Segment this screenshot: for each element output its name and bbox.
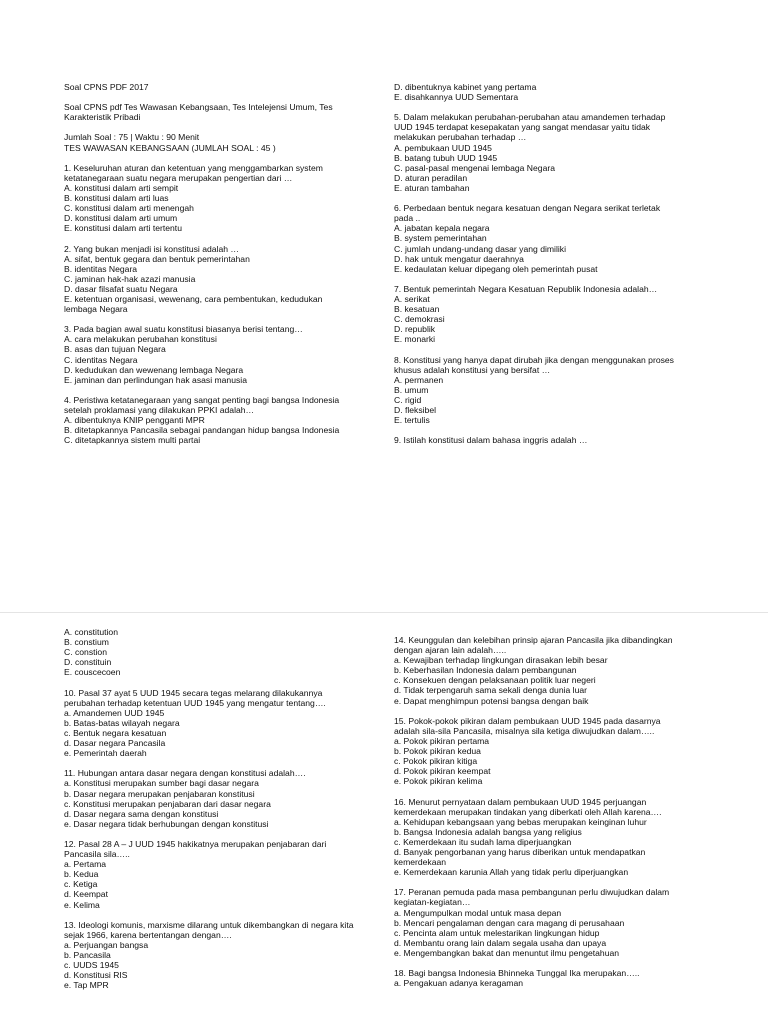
question-block	[64, 163, 376, 234]
answer-option: a. Pokok pikiran pertama	[394, 735, 490, 746]
answer-option: D. kedudukan dan wewenang lembaga Negara	[64, 364, 244, 375]
question-text: 1. Keseluruhan aturan dan ketentuan yang menggambarkan system ketatanegaraan suatu negara merupakan pengertian dari …	[64, 162, 323, 183]
question-block	[64, 244, 376, 315]
question-text: 3. Pada bagian awal suatu konstitusi biasanya berisi tentang…	[64, 324, 303, 335]
answer-option: A. serikat	[394, 293, 430, 304]
answer-option: e. Mengembangkan bakat dan menuntut ilmu pengetahuan	[394, 947, 620, 958]
answer-option: A. jabatan kepala negara	[394, 223, 490, 234]
answer-option: b. Dasar negara merupakan penjabaran konstitusi	[64, 788, 255, 799]
answer-option: D. fleksibel	[394, 405, 437, 415]
question-list	[394, 112, 710, 445]
answer-option: B. konstitusi dalam arti luas	[64, 193, 169, 204]
answer-option: C. identitas Negara	[64, 354, 138, 365]
question-block	[394, 355, 710, 426]
answer-option: d. Dasar negara sama dengan konstitusi	[64, 808, 219, 819]
answer-option: b. Mencari pengalaman dengan cara magang di perusahaan	[394, 917, 625, 928]
page2-left-column	[64, 627, 376, 1000]
answer-option: A. permanen	[394, 374, 444, 385]
question-block	[64, 324, 376, 385]
answer-option: c. Konsekuen dengan pelaksanaan politik luar negeri	[394, 675, 596, 686]
page1-left-column	[64, 82, 376, 455]
question-list	[394, 635, 710, 988]
question-block	[64, 768, 376, 829]
answer-option: b. Batas-batas wilayah negara	[64, 717, 180, 728]
answer-option: E. monarki	[394, 334, 436, 345]
question-text: 17. Peranan pemuda pada masa pembangunan perlu diwujudkan dalam kegiatan-kegiatan…	[394, 887, 670, 908]
question-list	[64, 688, 376, 991]
answer-option: D. aturan peradilan	[394, 172, 468, 183]
answer-option: d. Keempat	[64, 889, 108, 900]
answer-option: A. konstitusi dalam arti sempit	[64, 182, 179, 193]
document-subtitle	[64, 102, 376, 122]
answer-option: b. Bangsa Indonesia adalah bangsa yang religius	[394, 826, 582, 837]
answer-option: c. UUDS 1945	[64, 960, 119, 971]
question-text: 18. Bagi bangsa Indonesia Bhinneka Tunggal Ika merupakan…..	[394, 968, 640, 979]
answer-option: A. sifat, bentuk gegara dan bentuk pemerintahan	[64, 253, 250, 264]
answer-option: a. Konstitusi merupakan sumber bagi dasar negara	[64, 778, 259, 789]
question-text: 8. Konstitusi yang hanya dapat dirubah jika dengan menggunakan proses khusus adalah konstitusi yang bersifat …	[394, 354, 674, 375]
answer-option: C. rigid	[394, 394, 422, 405]
question-text: 7. Bentuk pemerintah Negara Kesatuan Republik Indonesia adalah…	[394, 283, 658, 294]
answer-option: c. Bentuk negara kesatuan	[64, 727, 167, 738]
page2-right-column	[394, 635, 710, 998]
answer-option: d. Banyak pengorbanan yang harus diberikan untuk mendapatkan kemerdekaan	[394, 846, 646, 868]
document-header	[64, 82, 376, 92]
answer-option: C. konstitusi dalam arti menengah	[64, 203, 194, 214]
question-text: 16. Menurut pernyataan dalam pembukaan UUD 1945 perjuangan kemerdekaan merupakan tindakan yang diberkati oleh Allah karena….	[394, 796, 662, 817]
answer-option: A. pembukaan UUD 1945	[394, 142, 492, 153]
question-block	[64, 688, 376, 759]
answer-option: B. identitas Negara	[64, 263, 138, 274]
answer-option: B. system pemerintahan	[394, 233, 487, 244]
question-text: 15. Pokok-pokok pikiran dalam pembukaan UUD 1945 pada dasarnya adalah sila-sila Pancasila, misalnya sila ketiga diwujudkan dalam…..	[394, 715, 661, 736]
answer-option: E. tertulis	[394, 415, 430, 426]
section-heading: TES WAWASAN KEBANGSAAN (JUMLAH SOAL : 45 )	[64, 142, 276, 153]
answer-option: a. Perjuangan bangsa	[64, 939, 149, 950]
question-block	[394, 797, 710, 878]
answer-option: B. batang tubuh UUD 1945	[394, 152, 498, 163]
test-meta: Jumlah Soal : 75 | Waktu : 90 Menit	[64, 132, 200, 143]
question-text: 12. Pasal 28 A – J UUD 1945 hakikatnya merupakan penjabaran dari Pancasila sila…..	[64, 838, 327, 860]
question-block	[64, 839, 376, 910]
page1-right-column	[394, 82, 710, 455]
question-text: 11. Hubungan antara dasar negara dengan konstitusi adalah….	[64, 768, 306, 779]
answer-option: E. jaminan dan perlindungan hak asasi manusia	[64, 374, 247, 385]
answer-option: b. Pokok pikiran kedua	[394, 746, 481, 757]
answer-option: c. Pencinta alam untuk melestarikan lingkungan hidup	[394, 927, 600, 938]
answer-option: D. constituin	[64, 657, 112, 668]
subtitle-line: Karakteristik Pribadi	[64, 112, 141, 123]
answer-option: a. Kewajiban terhadap lingkungan dirasakan lebih besar	[394, 655, 608, 666]
answer-option: E. konstitusi dalam arti tertentu	[64, 223, 182, 234]
question-text: 13. Ideologi komunis, marxisme dilarang untuk dikembangkan di negara kita sejak 1966, karena bertentangan dengan….	[64, 919, 354, 940]
answer-option: d. Membantu orang lain dalam segala usaha dan upaya	[394, 937, 607, 948]
answer-option: A. dibentuknya KNIP pengganti MPR	[64, 415, 205, 426]
answer-option: B. kesatuan	[394, 304, 440, 315]
answer-option: e. Pemerintah daerah	[64, 748, 147, 759]
question-block	[394, 716, 710, 787]
answer-option: C. demokrasi	[394, 314, 445, 325]
answer-option: a. Mengumpulkan modal untuk masa depan	[394, 907, 562, 918]
answer-option: D. konstitusi dalam arti umum	[64, 213, 178, 224]
question-block	[394, 112, 710, 193]
question-block	[394, 887, 710, 958]
question-text: 10. Pasal 37 ayat 5 UUD 1945 secara tegas melarang dilakukannya perubahan terhadap ketentuan UUD 1945 yang mengatur tentang….	[64, 687, 326, 708]
answer-option: E. couscecoen	[64, 667, 121, 678]
question-block	[394, 635, 710, 706]
answer-option: C. jaminan hak-hak azazi manusia	[64, 273, 196, 284]
question-continuation	[394, 82, 710, 102]
answer-option: C. constion	[64, 647, 107, 658]
answer-option: d. Dasar negara Pancasila	[64, 738, 166, 749]
answer-option: b. Keberhasilan Indonesia dalam pembangunan	[394, 665, 577, 676]
answer-option: B. constium	[64, 637, 109, 648]
question-block	[394, 284, 710, 345]
answer-option: d. Tidak terpengaruh sama sekali denga dunia luar	[394, 685, 588, 696]
answer-option: B. umum	[394, 384, 429, 395]
answer-option: C. jumlah undang-undang dasar yang dimiliki	[394, 243, 566, 254]
question-text: 6. Perbedaan bentuk negara kesatuan dengan Negara serikat terletak pada ..	[394, 203, 661, 224]
question-block	[394, 968, 710, 988]
answer-option: D. republik	[394, 324, 436, 335]
answer-option: E. ketentuan organisasi, wewenang, cara pembentukan, kedudukan lembaga Negara	[64, 293, 323, 315]
answer-option: c. Kemerdekaan itu sudah lama diperjuangkan	[394, 836, 572, 847]
answer-option: a. Kehidupan kebangsaan yang bebas merupakan keinginan luhur	[394, 816, 647, 827]
question-text: 5. Dalam melakukan perubahan-perubahan atau amandemen terhadap UUD 1945 terdapat kesepakatan yang sangat mendasar yaitu tidak melakukan perubahan terhadap …	[394, 112, 666, 143]
answer-option: d. Konstitusi RIS	[64, 970, 128, 981]
question-text: 14. Keunggulan dan kelebihan prinsip ajaran Pancasila jika dibandingkan dengan ajaran lain adalah…..	[394, 635, 673, 656]
question-text: 4. Peristiwa ketatanegaraan yang sangat penting bagi bangsa Indonesia setelah proklamasi yang dilakukan PPKI adalah…	[64, 394, 340, 415]
question-list	[64, 163, 376, 446]
answer-option: C. pasal-pasal mengenai lembaga Negara	[394, 162, 555, 173]
answer-option: d. Pokok pikiran keempat	[394, 766, 491, 777]
answer-option: c. Pokok pikiran kitiga	[394, 756, 478, 767]
answer-option: a. Pertama	[64, 859, 107, 870]
answer-option: D. dibentuknya kabinet yang pertama	[394, 82, 537, 92]
document-title: Soal CPNS PDF 2017	[64, 82, 149, 92]
answer-option: E. aturan tambahan	[394, 182, 470, 193]
answer-option: E. disahkannya UUD Sementara	[394, 92, 519, 103]
answer-option: A. constitution	[64, 627, 118, 637]
question-continuation	[64, 627, 376, 677]
answer-option: E. kedaulatan keluar dipegang oleh pemerintah pusat	[394, 263, 598, 274]
answer-option: B. asas dan tujuan Negara	[64, 344, 166, 355]
document-page-2	[0, 612, 768, 1025]
answer-option: c. Ketiga	[64, 879, 98, 890]
question-block	[394, 435, 710, 445]
subtitle-line: Soal CPNS pdf Tes Wawasan Kebangsaan, Tes Intelejensi Umum, Tes	[64, 102, 333, 113]
answer-option: e. Tap MPR	[64, 980, 109, 991]
answer-option: e. Kemerdekaan karunia Allah yang tidak perlu diperjuangkan	[394, 867, 629, 878]
answer-option: A. cara melakukan perubahan konstitusi	[64, 334, 217, 345]
answer-option: C. ditetapkannya sistem multi partai	[64, 435, 201, 446]
question-block	[64, 920, 376, 991]
answer-option: e. Dasar negara tidak berhubungan dengan konstitusi	[64, 818, 269, 829]
answer-option: D. dasar filsafat suatu Negara	[64, 283, 178, 294]
answer-option: c. Konstitusi merupakan penjabaran dari dasar negara	[64, 798, 271, 809]
answer-option: a. Pengakuan adanya keragaman	[394, 978, 524, 989]
answer-option: e. Pokok pikiran kelima	[394, 776, 483, 787]
answer-option: a. Amandemen UUD 1945	[64, 707, 165, 718]
question-block	[394, 203, 710, 274]
answer-option: e. Kelima	[64, 899, 100, 910]
question-text: 2. Yang bukan menjadi isi konstitusi adalah …	[64, 243, 240, 254]
test-info	[64, 132, 376, 152]
answer-option: B. ditetapkannya Pancasila sebagai pandangan hidup bangsa Indonesia	[64, 425, 340, 436]
answer-option: b. Pancasila	[64, 950, 111, 960]
question-text: 9. Istilah konstitusi dalam bahasa inggris adalah …	[394, 435, 588, 446]
answer-option: e. Dapat menghimpun potensi bangsa dengan baik	[394, 695, 589, 706]
answer-option: D. hak untuk mengatur daerahnya	[394, 253, 524, 264]
question-block	[64, 395, 376, 445]
answer-option: b. Kedua	[64, 869, 99, 880]
